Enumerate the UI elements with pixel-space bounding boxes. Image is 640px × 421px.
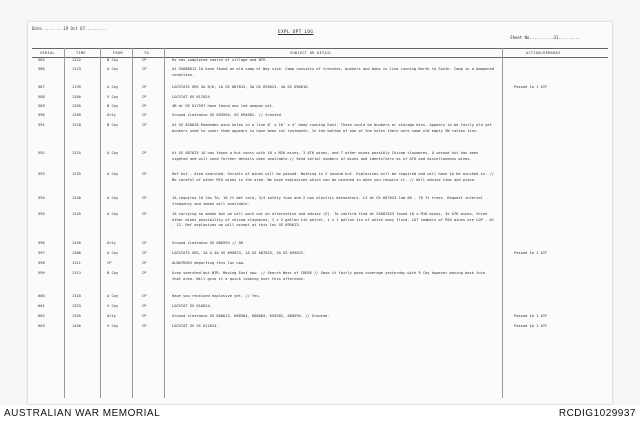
archive-name: AUSTRALIAN WAR MEMORIAL — [4, 408, 161, 419]
cell-to: CP — [142, 58, 147, 62]
cell-serial: 603 — [38, 324, 45, 328]
cell-from: A Coy — [107, 151, 119, 155]
cell-subject: Ref hut - Area searched. Serials of mines will be passed. Nothing in 2 second hut. Explosives will be required and will have to be winched in. // Be careful of other M16 mines in the area. We have explosives which can be winched in when you require it. // Will advise time and place. — [172, 172, 494, 182]
cell-time: 1200 — [72, 95, 81, 99]
column-divider — [100, 48, 101, 398]
cell-time: 1240 — [72, 196, 81, 200]
cell-from: Arty — [107, 314, 116, 318]
cell-subject: At GS 620628 Roadsmen mine holes in a line 8' x 10' x 4' deep running East. These could be bunkers or storage bins. Appears to be fairly old yet bunkers used to cover them appears to have been cut lastmonth. In the bottom of one of the holes there were some old empty VN ration tins. — [172, 123, 492, 133]
cell-from: Arty — [107, 113, 116, 117]
cell-from: B Coy — [107, 271, 119, 275]
cell-to: CP — [142, 241, 147, 245]
cell-time: 1250 — [72, 241, 81, 245]
cell-time: 1456 — [72, 324, 81, 328]
cell-subject: Have you received explosive yet. // Yes. — [172, 294, 261, 298]
cell-to: CP — [142, 212, 147, 216]
cell-from: A Coy — [107, 85, 119, 89]
cell-from: A Coy — [107, 196, 119, 200]
cell-serial: 599 — [38, 271, 45, 275]
header-subject: SUBJECT OR DETAIL — [290, 50, 332, 55]
date-line: Date.........19 Oct 67......... — [32, 26, 107, 31]
cell-from: V Coy — [107, 304, 119, 308]
cell-time: 1345 — [72, 314, 81, 318]
cell-to: CP — [142, 67, 147, 71]
cell-subject: Ground clearance GS 686593 // OK — [172, 241, 244, 245]
cell-subject: 1A carrying no smoke but we will work out an alternative and advise (Z). To confirm find at GS687623 found 10 x M16 mines, 3x ATK mines, three other mines possibility of chicom claymores, 1 x 2 gallon tin petrol, 1 x 1 gallon tin of white waxy fluid. LOT numbers of M16 mines are LOP - 61 - 12. Ref explosives we will accept at this loc GS 695623. — [172, 212, 494, 228]
cell-from: CP — [107, 261, 112, 265]
cell-subject: Ground clearance GS 668613, 660584, 668604, 655582, 668594. // Granted. — [172, 314, 330, 318]
cell-action: Passed to 1 ATF — [514, 324, 548, 328]
cell-subject: ALBATROSS departing this loc now. — [172, 261, 246, 265]
cell-from: A Coy — [107, 172, 119, 176]
cell-subject: Hs has completed search of village and NTR. — [172, 58, 268, 62]
cell-time: 1245 — [72, 212, 81, 216]
cell-from: A Coy — [107, 294, 119, 298]
cell-serial: 594 — [38, 196, 45, 200]
cell-to: CP — [142, 304, 147, 308]
cell-subject: LOCSTATS GRS 3A 8/6, 1A GS 687623, 3A GS 695623, 4A GS 696616. — [172, 85, 310, 89]
sheet-number: Sheet No..........31......... — [510, 35, 580, 40]
cell-time: 1313 — [72, 271, 81, 275]
cell-subject: Ground clearance GS 655594, GS 694602. // Granted — [172, 113, 281, 117]
cell-subject: Area searched but NTR. Moving East now. // Search West of CREEK // Gave it fairly good coverage yesterday with 9 Coy however moving back into that area. Will give it a quick looking over this afternoon. — [172, 271, 486, 281]
cell-to: CP — [142, 113, 147, 117]
column-divider — [164, 48, 165, 398]
cell-from: A Coy — [107, 67, 119, 71]
cell-action: Passed to 1 ATF — [514, 314, 548, 318]
cell-from: B Coy — [107, 58, 119, 62]
cell-to: CP — [142, 172, 147, 176]
cell-subject: 1A requires 10 lbs TA, 10 ft det cord, 3/4 safety fuse and 2 non electric detonators. LZ at GS 687623 lam 60 - 70 ft trees. Request interval frequency and smoke will available. — [172, 196, 483, 206]
cell-to: CP — [142, 95, 147, 99]
cell-to: CP — [142, 324, 147, 328]
cell-to: CP — [142, 271, 147, 275]
cell-to: CP — [142, 251, 147, 255]
header-time: TIME — [76, 50, 86, 55]
cell-to: CP — [142, 123, 147, 127]
cell-subject: LOCSTAT GS 617624 — [172, 95, 210, 99]
cell-to: CP — [142, 261, 147, 265]
log-sheet — [28, 22, 612, 404]
cell-serial: 597 — [38, 251, 45, 255]
cell-serial: 596 — [38, 241, 45, 245]
cell-from: B Coy — [107, 104, 119, 108]
cell-subject: LOCSTAT 3V GS 611624. — [172, 324, 219, 328]
cell-time: 1122 — [72, 58, 81, 62]
cell-from: V Coy — [107, 95, 119, 99]
header-serial: SERIAL — [40, 50, 55, 55]
cell-from: V Coy — [107, 324, 119, 328]
cell-serial: 591 — [38, 123, 45, 127]
cell-subject: At GS 687623 1A has found a hut conts with 10 x M16 mines, 3 ATK mines, and 7 other mines possibly Chicom claymores. A second hut has been sighted and will send further details when available.// Send serial numbers of mines and identifiers as of ATK and miscellaneous mines. — [172, 151, 479, 161]
header-action: ACTION/REMARKS — [526, 50, 561, 55]
cell-time: 1205 — [72, 104, 81, 108]
archive-footer — [0, 405, 640, 421]
cell-time: 1235 — [72, 172, 81, 176]
cell-from: A Coy — [107, 251, 119, 255]
cell-subject: LOCSTATS GRS, 2A & 4A GS 695623, 1A GS 687623, 3A GS 695625. — [172, 251, 306, 255]
cell-time: 1209 — [72, 113, 81, 117]
cell-time: 1218 — [72, 123, 81, 127]
cell-serial: 602 — [38, 314, 45, 318]
cell-time: 1333 — [72, 304, 81, 308]
cell-action: Passed to 1 ATF — [514, 251, 548, 255]
cell-action: Passed to 1 ATF — [514, 85, 548, 89]
header-to: TO — [144, 50, 149, 55]
cell-from: A Coy — [107, 212, 119, 216]
cell-serial: 592 — [38, 151, 45, 155]
cell-serial: 595 — [38, 212, 45, 216]
cell-subject: At GS688612 1A have found an old camp of Way size. Camp consists of trenches, bunkers and bobs in line running North to South. Camp in a dampened condition. — [172, 67, 494, 77]
cell-serial: 601 — [38, 304, 45, 308]
column-divider — [132, 48, 133, 398]
cell-serial: 593 — [38, 172, 45, 176]
cell-serial: 590 — [38, 113, 45, 117]
cell-from: Arty — [107, 241, 116, 245]
column-divider — [64, 48, 65, 398]
cell-time: 1318 — [72, 294, 81, 298]
cell-to: CP — [142, 85, 147, 89]
cell-time: 1300 — [72, 251, 81, 255]
cell-serial: 588 — [38, 95, 45, 99]
cell-to: CP — [142, 314, 147, 318]
cell-serial: 587 — [38, 85, 45, 89]
cell-subject: 4B at GS 617597 have found one led weapon pit. — [172, 104, 275, 108]
cell-from: B Coy — [107, 123, 119, 127]
cell-serial: 598 — [38, 261, 45, 265]
cell-to: CP — [142, 294, 147, 298]
record-id: RCDIG1029937 — [558, 408, 636, 419]
cell-serial: 586 — [38, 67, 45, 71]
column-divider — [502, 48, 503, 398]
cell-time: 1311 — [72, 261, 81, 265]
header-from: FROM — [113, 50, 123, 55]
cell-to: CP — [142, 104, 147, 108]
cell-time: 1139 — [72, 85, 81, 89]
cell-time: 1123 — [72, 67, 81, 71]
cell-serial: 589 — [38, 104, 45, 108]
cell-serial: 600 — [38, 294, 45, 298]
cell-to: CP — [142, 196, 147, 200]
cell-to: CP — [142, 151, 147, 155]
column-header-row — [32, 48, 608, 58]
cell-serial: 585 — [38, 58, 45, 62]
log-title: EXPL OPT LOG — [278, 30, 314, 35]
cell-subject: LOCSTAT GS 616624. — [172, 304, 212, 308]
cell-time: 1225 — [72, 151, 81, 155]
